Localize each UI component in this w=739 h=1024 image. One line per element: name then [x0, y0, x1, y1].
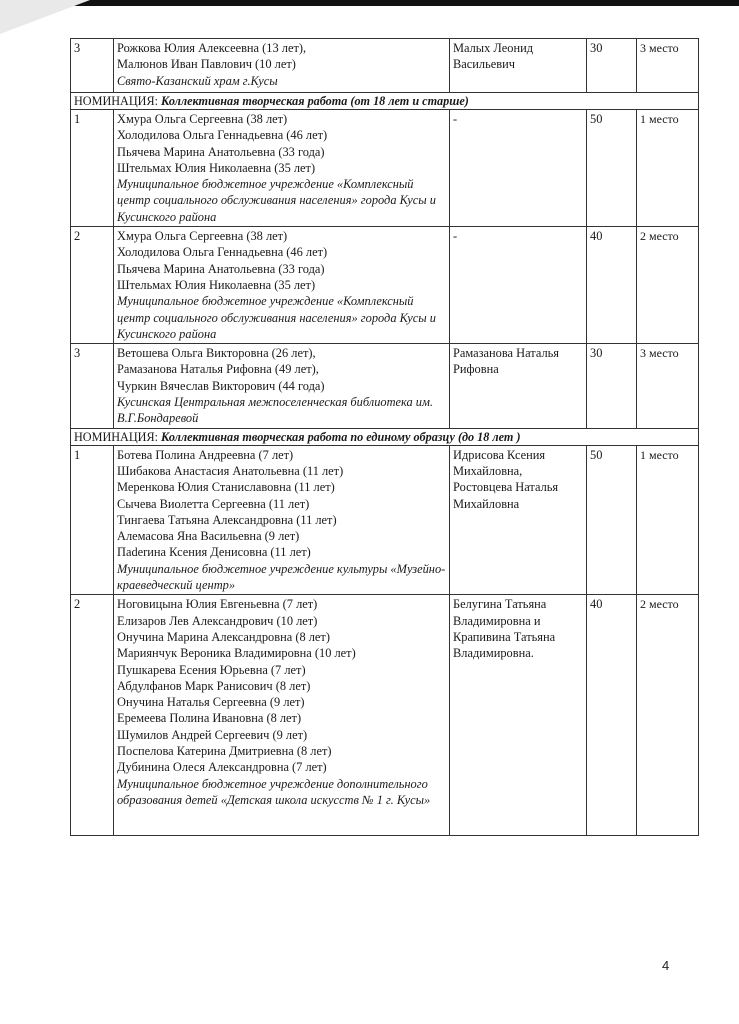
- nomination-cell: [71, 428, 699, 445]
- leader-cell: Белугина Татьяна Владимировна и Крапивина Татьяна Владимировна.: [450, 595, 587, 836]
- nomination-label: НОМИНАЦИЯ:: [74, 429, 158, 444]
- folded-corner: [0, 0, 90, 34]
- table-row: [71, 39, 699, 93]
- participant: Еремеева Полина Ивановна (8 лет): [117, 711, 302, 726]
- participant: Ноговицына Юлия Евгеньевна (7 лет): [117, 597, 318, 612]
- participant: Малюнов Иван Павлович (10 лет): [117, 57, 296, 72]
- leader-cell: Рамазанова Наталья Рифовна: [450, 344, 587, 428]
- participant: Тингаева Татьяна Александровна (11 лет): [117, 512, 337, 527]
- leader-cell: -: [450, 227, 587, 344]
- leader-cell: Идрисова Ксения Михайловна, Ростовцева Наталья Михайловна: [450, 445, 587, 595]
- participant: Холодилова Ольга Геннадьевна (46 лет): [117, 245, 328, 260]
- participant: Алемасова Яна Васильевна (9 лет): [117, 529, 300, 544]
- nomination-title: Коллективная творческая работа (от 18 лет и старше): [161, 94, 469, 108]
- table-row: [71, 595, 699, 836]
- participant: Штельмах Юлия Николаевна (35 лет): [117, 277, 316, 292]
- row-number: 2: [71, 227, 114, 344]
- participants-cell: [114, 227, 450, 344]
- place-cell: 1 место: [637, 445, 699, 595]
- participant: Рожкова Юлия Алексеевна (13 лет),: [117, 41, 307, 55]
- score-cell: 50: [587, 110, 637, 227]
- leader-cell: Малых Леонид Васильевич: [450, 39, 587, 93]
- participant: Пьячева Марина Анатольевна (33 года): [117, 144, 325, 159]
- participant: Хмура Ольга Сергеевна (38 лет): [117, 229, 288, 244]
- leader-cell: -: [450, 110, 587, 227]
- organization: Муниципальное бюджетное учреждение «Комплексный центр социального обслуживания населения» города Кусы и Кусинского района: [117, 177, 436, 224]
- page-number: 4: [662, 958, 670, 973]
- participants-cell: [114, 595, 450, 836]
- awards-table: [70, 38, 699, 836]
- participant: Поспелова Катерина Дмитриевна (8 лет): [117, 743, 332, 758]
- participant: Шумилов Андрей Сергеевич (9 лет): [117, 727, 308, 742]
- participant: Сычева Виолетта Сергеевна (11 лет): [117, 496, 310, 511]
- participant: Хмура Ольга Сергеевна (38 лет): [117, 112, 288, 126]
- place-cell: 3 место: [637, 39, 699, 93]
- participants-cell: [114, 445, 450, 595]
- place-cell: 2 место: [637, 227, 699, 344]
- place-cell: 2 место: [637, 595, 699, 836]
- participant: Елизаров Лев Александрович (10 лет): [117, 613, 318, 628]
- row-number: 1: [71, 110, 114, 227]
- row-number: 2: [71, 595, 114, 836]
- organization: Муниципальное бюджетное учреждение культуры «Музейно-краеведческий центр»: [117, 561, 446, 593]
- table-row: [71, 344, 699, 428]
- participant: Шибакова Анастасия Анатольевна (11 лет): [117, 463, 344, 478]
- nomination-row: [71, 428, 699, 445]
- place-cell: 3 место: [637, 344, 699, 428]
- nomination-cell: [71, 93, 699, 110]
- score-cell: 50: [587, 445, 637, 595]
- participant: Дубинина Олеся Александровна (7 лет): [117, 760, 327, 775]
- participant: Паderина Ксения Денисовна (11 лет): [117, 545, 311, 560]
- score-cell: 30: [587, 39, 637, 93]
- score-cell: 40: [587, 595, 637, 836]
- table-row: [71, 445, 699, 595]
- participants-cell: [114, 344, 450, 428]
- organization: Муниципальное бюджетное учреждение дополнительного образования детей «Детская школа искусств № 1 г. Кусы»: [117, 776, 431, 807]
- nomination-label: НОМИНАЦИЯ:: [74, 94, 158, 108]
- table-row: [71, 227, 699, 344]
- row-number: 3: [71, 344, 114, 428]
- participant: Мариянчук Вероника Владимировна (10 лет): [117, 646, 356, 661]
- row-number: 3: [71, 39, 114, 93]
- participant: Рамазанова Наталья Рифовна (49 лет),: [117, 362, 319, 377]
- participants-cell: [114, 39, 450, 93]
- scan-edge: [0, 0, 739, 6]
- participant: Пьячева Марина Анатольевна (33 года): [117, 261, 325, 276]
- organization: Муниципальное бюджетное учреждение «Комплексный центр социального обслуживания населения» города Кусы и Кусинского района: [117, 294, 436, 341]
- participant: Абдулфанов Марк Ранисович (8 лет): [117, 678, 311, 693]
- participant: Онучина Наталья Сергеевна (9 лет): [117, 695, 305, 710]
- score-cell: 40: [587, 227, 637, 344]
- nomination-row: [71, 93, 699, 110]
- participant: Ботева Полина Андреевна (7 лет): [117, 447, 294, 462]
- participant: Пушкарева Есения Юрьевна (7 лет): [117, 662, 306, 677]
- organization: Кусинская Центральная межпоселенческая библиотека им. В.Г.Бондаревой: [117, 395, 434, 426]
- participant: Чуркин Вячеслав Викторович (44 года): [117, 378, 325, 393]
- participants-cell: [114, 110, 450, 227]
- nomination-title: Коллективная творческая работа по единому образцу (до 18 лет ): [161, 429, 521, 444]
- participant: Штельмах Юлия Николаевна (35 лет): [117, 160, 316, 175]
- table-row: [71, 110, 699, 227]
- participant: Холодилова Ольга Геннадьевна (46 лет): [117, 128, 328, 143]
- organization: Свято-Казанский храм г.Кусы: [117, 73, 278, 88]
- participant: Ветошева Ольга Викторовна (26 лет),: [117, 346, 316, 361]
- score-cell: 30: [587, 344, 637, 428]
- participant: Онучина Марина Александровна (8 лет): [117, 629, 330, 644]
- participant: Меренкова Юлия Станиславовна (11 лет): [117, 480, 335, 495]
- place-cell: 1 место: [637, 110, 699, 227]
- row-number: 1: [71, 445, 114, 595]
